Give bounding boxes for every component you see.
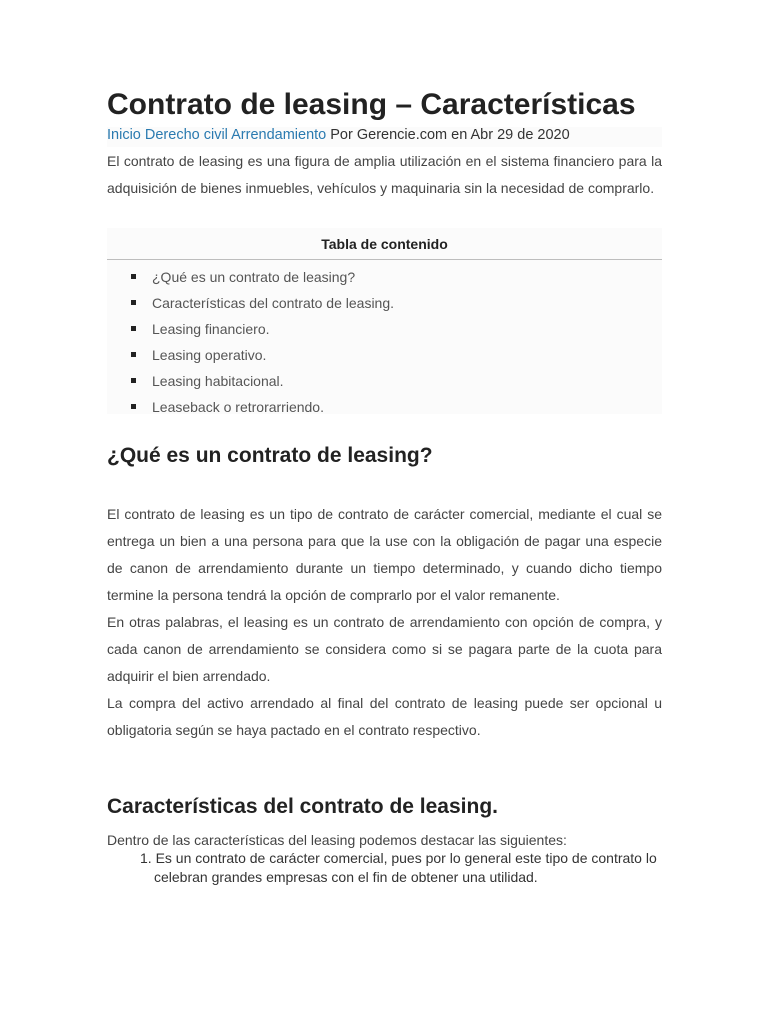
toc-list [107,260,662,420]
toc-item[interactable] [131,316,662,342]
intro-block [107,148,662,202]
byline: Por Gerencie.com en Abr 29 de 2020 [330,127,570,143]
bullet-icon [131,404,136,409]
toc-item-label: Leasing habitacional. [152,373,284,389]
breadcrumb-link-derecho-civil[interactable]: Derecho civil [144,127,228,143]
bullet-icon [131,274,136,279]
table-of-contents [107,228,662,414]
bullet-icon [131,326,136,331]
bullet-icon [131,300,136,305]
section-intro-caracteristicas: Dentro de las características del leasing podemos destacar las siguientes: [107,832,567,848]
toc-item-label: Características del contrato de leasing. [152,295,395,311]
body-paragraph: La compra del activo arrendado al final del contrato de leasing puede ser opcional u obligatoria según se haya pactado en el contrato respectivo. [107,695,662,738]
toc-item[interactable] [131,394,662,420]
list-item [107,849,662,887]
section-body-que-es [107,501,662,744]
breadcrumb-link-inicio[interactable]: Inicio [107,127,141,143]
list-marker: 1. [140,850,152,866]
intro-paragraph: El contrato de leasing es una figura de amplia utilización en el sistema financiero para la adquisición de bienes inmuebles, vehículos y maquinaria sin la necesidad de comprarlo. [107,153,662,196]
body-paragraph: En otras palabras, el leasing es un contrato de arrendamiento con opción de compra, y cada canon de arrendamiento se considera como si se pagara parte de la cuota para adquirir el bien arrendado. [107,614,662,684]
toc-item[interactable] [131,264,662,290]
toc-item[interactable] [131,368,662,394]
article-meta [107,127,662,147]
section-heading-caracteristicas: Características del contrato de leasing. [107,795,498,818]
bullet-icon [131,378,136,383]
toc-heading: Tabla de contenido [107,228,662,260]
toc-item-label: Leasing operativo. [152,347,267,363]
characteristics-list [107,849,662,887]
page-title: Contrato de leasing – Características [107,88,636,121]
bullet-icon [131,352,136,357]
toc-item-label: Leaseback o retrorarriendo. [152,399,324,415]
toc-item-label: Leasing financiero. [152,321,270,337]
toc-item[interactable] [131,342,662,368]
toc-item-label: ¿Qué es un contrato de leasing? [152,269,356,285]
breadcrumb-link-arrendamiento[interactable]: Arrendamiento [231,127,327,143]
list-item-text: Es un contrato de carácter comercial, pues por lo general este tipo de contrato lo celebran grandes empresas con el fin de obtener una utilidad. [154,850,657,885]
toc-item[interactable] [131,290,662,316]
body-paragraph: El contrato de leasing es un tipo de contrato de carácter comercial, mediante el cual se entrega un bien a una persona para que la use con la obligación de pagar una especie de canon de arrendamiento durante un tiempo determinado, y cuando dicho tiempo termine la persona tendrá la opción de comprarlo por el valor remanente. [107,506,662,603]
section-heading-que-es: ¿Qué es un contrato de leasing? [107,444,433,467]
